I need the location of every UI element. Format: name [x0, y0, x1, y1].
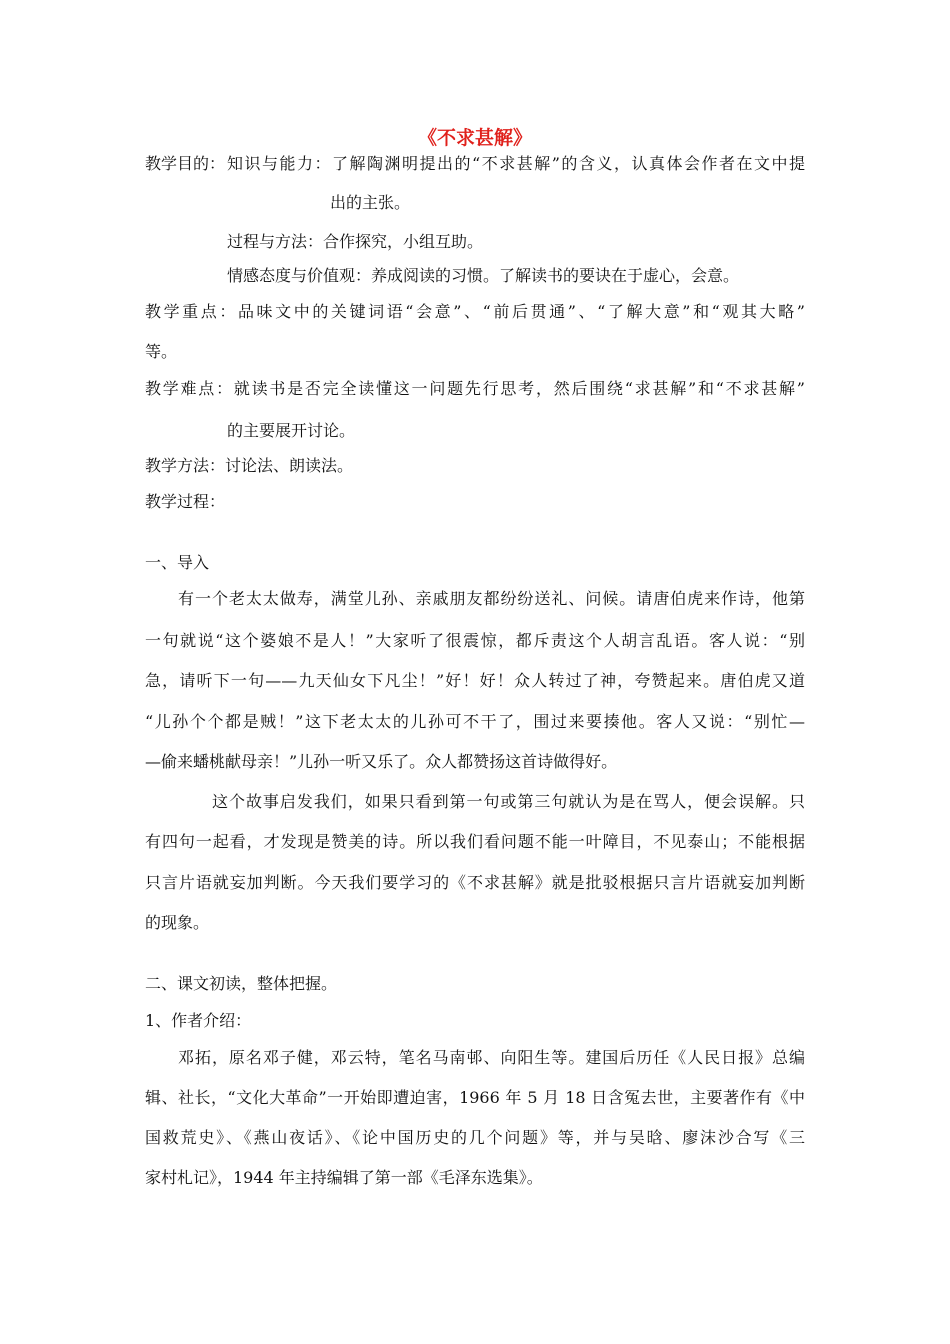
story-line: 急，请听下一句——九天仙女下凡尘！”好！好！众人转过了神，夸赞起来。唐伯虎又道: [145, 671, 805, 690]
lesson-line: 的现象。: [145, 913, 210, 932]
section1-heading: 一、导入: [145, 553, 210, 572]
author-line: 国救荒史》、《燕山夜话》、《论中国历史的几个问题》等，并与吴晗、廖沫沙合写《三: [145, 1128, 805, 1147]
objectives-knowledge-line2: 出的主张。: [330, 193, 411, 212]
author-intro-heading: 1、作者介绍：: [145, 1011, 252, 1030]
lesson-line: 只言片语就妄加判断。今天我们要学习的《不求甚解》就是批驳根据只言片语就妄加判断: [145, 873, 805, 892]
story-line: 一句就说“这个婆娘不是人！”大家听了很震惊，都斥责这个人胡言乱语。客人说：“别: [145, 631, 805, 650]
story-line: —偷来蟠桃献母亲！”儿孙一听又乐了。众人都赞扬这首诗做得好。: [145, 752, 618, 771]
key-points-line2: 等。: [145, 342, 178, 361]
lesson-line: 这个故事启发我们，如果只看到第一句或第三句就认为是在骂人，便会误解。只: [212, 792, 805, 811]
author-line: 家村札记》，1944 年主持编辑了第一部《毛泽东选集》。: [145, 1168, 543, 1187]
objectives-process: 过程与方法：合作探究，小组互助。: [227, 232, 484, 251]
teaching-methods: 教学方法：讨论法、朗读法。: [145, 456, 354, 475]
objectives-emotion: 情感态度与价值观：养成阅读的习惯。了解读书的要诀在于虚心，会意。: [227, 266, 740, 285]
difficulties-line2: 的主要展开讨论。: [227, 421, 356, 440]
objectives-label: 教学目的：: [145, 154, 226, 173]
section2-heading: 二、课文初读，整体把握。: [145, 974, 338, 993]
story-line: “儿孙个个都是贼！”这下老太太的儿孙可不干了，围过来要揍他。客人又说：“别忙—: [145, 712, 805, 731]
process-heading: 教学过程：: [145, 492, 226, 511]
objectives-knowledge-line1: 知识与能力：了解陶渊明提出的“不求甚解”的含义，认真体会作者在文中提: [227, 154, 805, 173]
story-line: 有一个老太太做寿，满堂儿孙、亲戚朋友都纷纷送礼、问候。请唐伯虎来作诗，他第: [178, 589, 805, 608]
difficulties-line1: 教学难点：就读书是否完全读懂这一问题先行思考，然后围绕“求甚解”和“不求甚解”: [145, 379, 805, 398]
author-line: 辑、社长，“文化大革命”一开始即遭迫害，1966 年 5 月 18 日含冤去世，主要著作有《中: [145, 1088, 805, 1107]
author-line: 邓拓，原名邓子健，邓云特，笔名马南邨、向阳生等。建国后历任《人民日报》总编: [178, 1048, 805, 1067]
lesson-line: 有四句一起看，才发现是赞美的诗。所以我们看问题不能一叶障目，不见泰山；不能根据: [145, 832, 805, 851]
document-title: 《不求甚解》: [417, 127, 532, 149]
key-points-line1: 教学重点：品味文中的关键词语“会意”、“前后贯通”、“了解大意”和“观其大略”: [145, 302, 805, 321]
